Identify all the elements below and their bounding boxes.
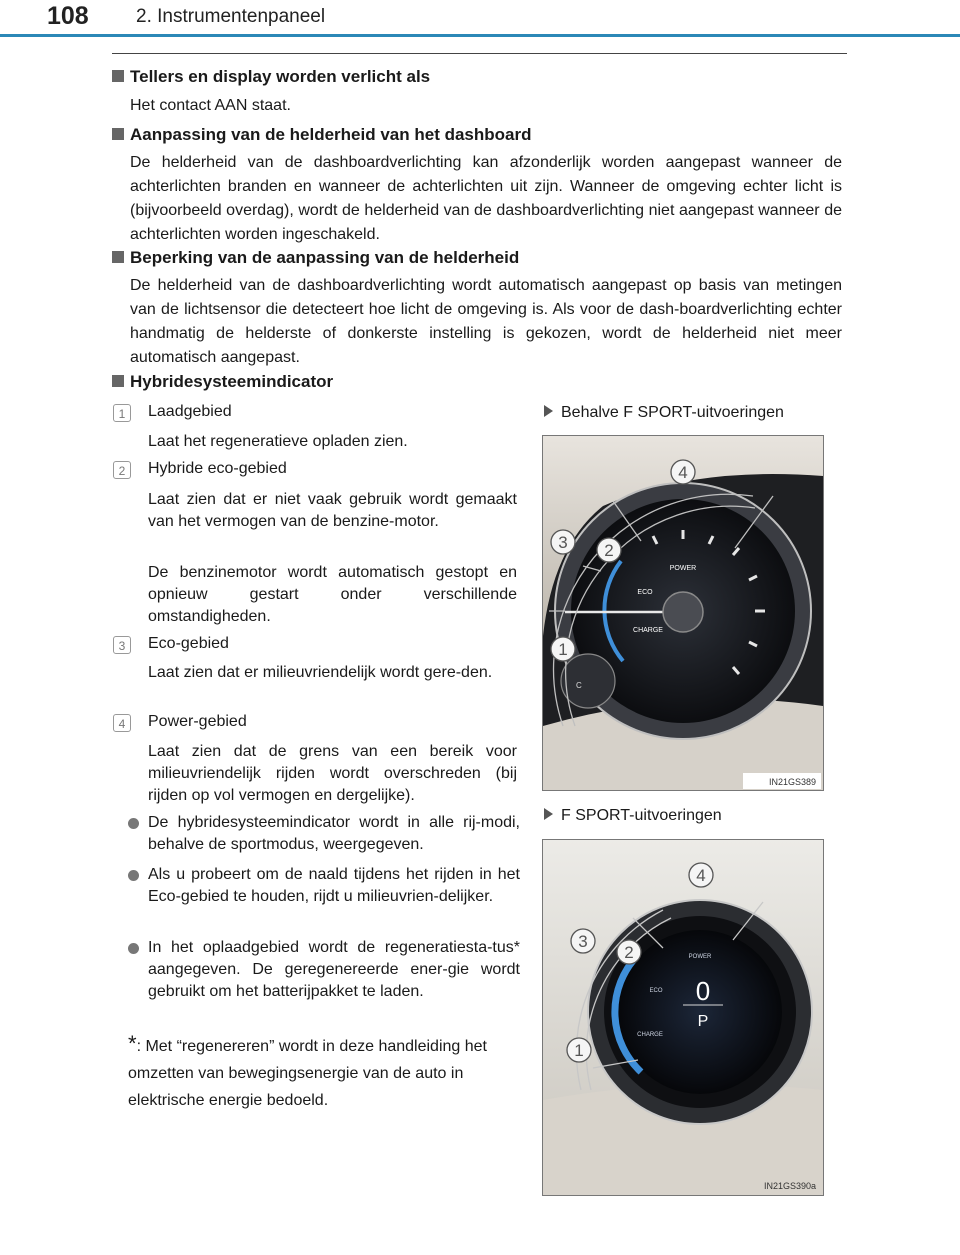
footnote — [128, 1030, 520, 1114]
item-title-charge-area: Laadgebied — [148, 403, 232, 420]
item-title-hybrid-eco-area: Hybride eco-gebied — [148, 460, 287, 477]
item-text-power-area: Laat zien dat de grens van een bereik voor milieuvriendelijk rijden wordt overschreden (bij rijden op vol vermogen en dergelijke). — [148, 743, 517, 804]
item-number-badge: 4 — [113, 714, 131, 732]
item-text-hybrid-eco-area: Laat zien dat er niet vaak gebruik wordt gemaakt van het vermogen van de benzine-motor. — [148, 491, 517, 530]
gauge-label-charge: CHARGE — [637, 1032, 663, 1038]
gauge-label-eco: ECO — [637, 589, 653, 596]
callout-2: 2 — [624, 943, 634, 962]
bullet-dot-icon — [128, 818, 139, 829]
callout-3: 3 — [578, 932, 588, 951]
page-number: 108 — [47, 2, 89, 30]
callout-4: 4 — [696, 866, 706, 885]
callout-3: 3 — [558, 533, 568, 552]
section-rule — [112, 53, 847, 54]
section-heading-hybrid-indicator: Hybridesysteemindicator — [112, 372, 333, 392]
triangle-pointer-icon — [544, 808, 553, 820]
gauge-illustration-fsport — [543, 840, 823, 1195]
callout-1: 1 — [574, 1041, 584, 1060]
bullet-item: De hybridesysteemindicator wordt in alle rij-modi, behalve de sportmodus, weergegeven. — [130, 812, 520, 856]
gauge-label-power: POWER — [669, 565, 697, 572]
callout-1: 1 — [558, 640, 568, 659]
figure-code: IN21GS389 — [768, 777, 816, 787]
section-heading-illumination: Tellers en display worden verlicht als — [112, 67, 430, 87]
footnote-mark: * — [128, 1031, 137, 1056]
gear-readout: P — [697, 1013, 709, 1030]
bullet-item: Als u probeert om de naald tijdens het rijden in het Eco-gebied te houden, rijdt u milieuvrien-delijker. — [130, 864, 520, 908]
callout-4: 4 — [678, 463, 688, 482]
bullet-dot-icon — [128, 870, 139, 881]
bullet-item: In het oplaadgebied wordt de regeneratiesta-tus* aangegeven. De geregenereerde ener-gie wordt gebruikt om het batterijpakket te laden. — [130, 937, 520, 1003]
item-text-hybrid-eco-area-2: De benzinemotor wordt automatisch gestopt en opnieuw gestart onder verschillende omstandigheden. — [148, 564, 517, 625]
square-bullet-icon — [112, 70, 124, 82]
section-heading-brightness: Aanpassing van de helderheid van het dashboard — [112, 125, 531, 145]
callout-2: 2 — [604, 541, 614, 560]
item-number-badge: 3 — [113, 636, 131, 654]
figure-label-fsport: F SPORT-uitvoeringen — [544, 807, 722, 825]
square-bullet-icon — [112, 128, 124, 140]
footnote-text: : Met “regenereren” wordt in deze handleiding het omzetten van bewegingsenergie van de auto in elektrische energie bedoeld. — [128, 1038, 487, 1109]
section-heading-limitation: Beperking van de aanpassing van de helderheid — [112, 248, 519, 268]
speed-readout: 0 — [695, 976, 711, 1006]
gauge-label-eco: ECO — [649, 988, 663, 994]
small-gauge-label: C — [576, 681, 582, 690]
item-text-charge-area: Laat het regeneratieve opladen zien. — [148, 433, 408, 450]
item-title-power-area: Power-gebied — [148, 713, 247, 730]
square-bullet-icon — [112, 251, 124, 263]
gauge-label-charge: CHARGE — [633, 627, 663, 634]
figure-code: IN21GS390a — [763, 1181, 816, 1191]
bullet-dot-icon — [128, 943, 139, 954]
item-title-eco-area: Eco-gebied — [148, 635, 229, 652]
item-number-badge: 1 — [113, 404, 131, 422]
section-text-brightness: De helderheid van de dashboardverlichting kan afzonderlijk worden aangepast wanneer de achterlichten branden en wanneer de achterlichten uit zijn. Wanneer de omgeving echter licht is (bijvoorbeeld overdag), wordt de helderheid van de dashboardverlichting niet aangepast wanneer de achterlichten worden ingeschakeld. — [130, 154, 842, 243]
chapter-title: 2. Instrumentenpaneel — [136, 6, 326, 27]
figure-label-standard: Behalve F SPORT-uitvoeringen — [544, 404, 784, 422]
section-text-limitation: De helderheid van de dashboardverlichting wordt automatisch aangepast op basis van metingen van de lichtsensor die detecteert hoe licht de omgeving is. Als voor de dash-boardverlichting echter handmatig de helderste of donkerste instelling is gekozen, wordt de helderheid niet meer automatisch aangepast. — [130, 277, 842, 366]
item-text-eco-area: Laat zien dat er milieuvriendelijk wordt gere-den. — [148, 664, 493, 681]
header-rule — [0, 34, 960, 37]
figure-fsport-gauge — [542, 839, 824, 1196]
section-text-illumination: Het contact AAN staat. — [130, 97, 291, 114]
square-bullet-icon — [112, 375, 124, 387]
gauge-label-power: POWER — [688, 954, 712, 960]
item-number-badge: 2 — [113, 461, 131, 479]
figure-standard-gauge — [542, 435, 824, 791]
gauge-illustration-standard — [543, 436, 823, 790]
triangle-pointer-icon — [544, 405, 553, 417]
